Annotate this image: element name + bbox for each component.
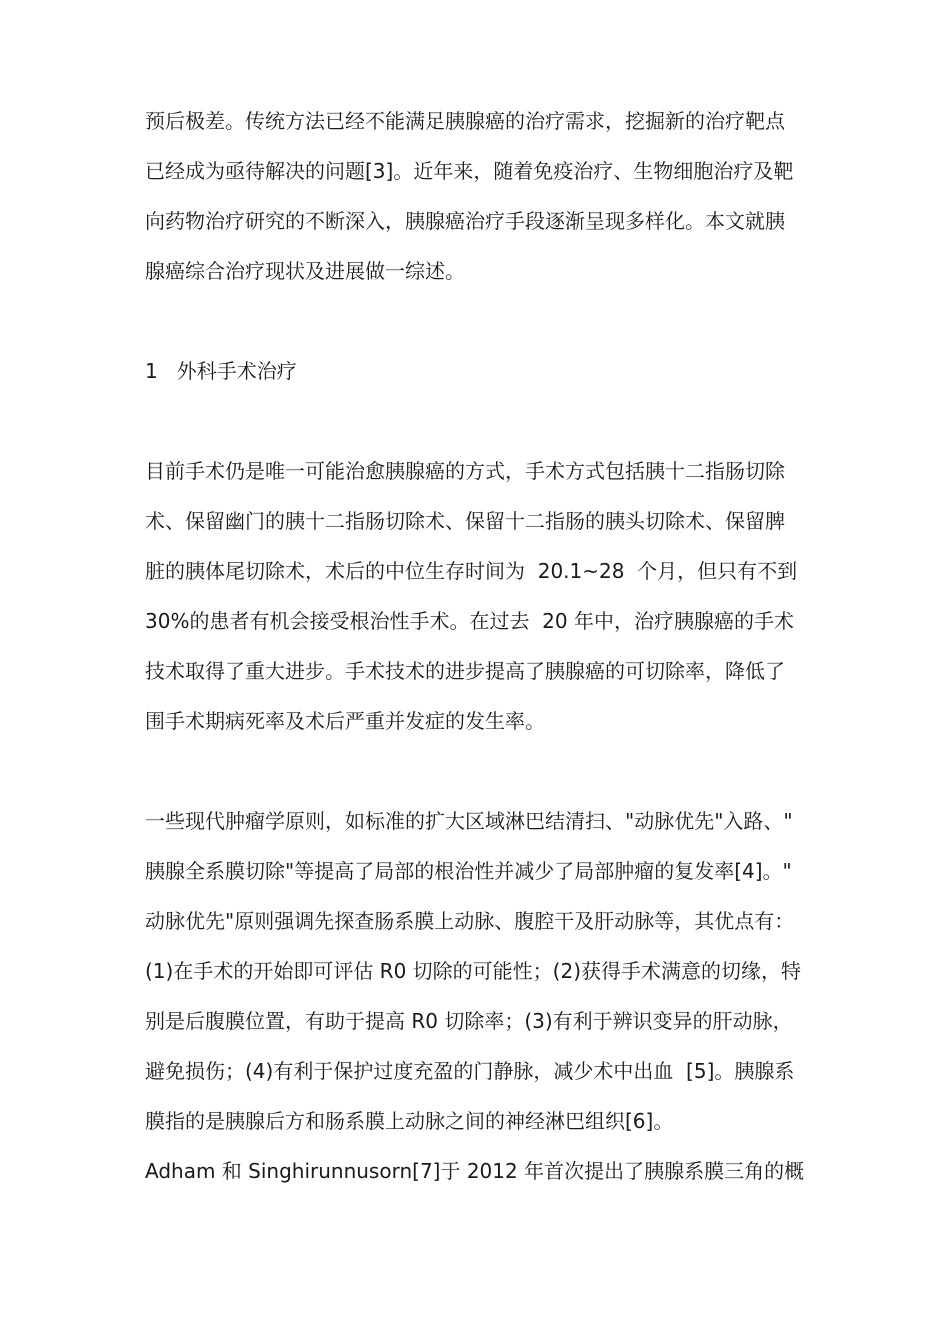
- intro-paragraph: [145, 96, 815, 296]
- text-line: 技术取得了重大进步。手术技术的进步提高了胰腺癌的可切除率，降低了: [145, 659, 785, 683]
- oncology-paragraph: [145, 796, 815, 1196]
- text-line: 向药物治疗研究的不断深入，胰腺癌治疗手段逐渐呈现多样化。本文就胰: [145, 209, 785, 233]
- text-line: 胰腺全系膜切除"等提高了局部的根治性并减少了局部肿瘤的复发率[4]。": [145, 859, 792, 883]
- text-line: 已经成为亟待解决的问题[3]。近年来，随着免疫治疗、生物细胞治疗及靶: [145, 159, 794, 183]
- text-line: 别是后腹膜位置，有助于提高 R0 切除率；(3)有利于辨识变异的肝动脉，: [145, 1009, 793, 1033]
- text-line: 目前手术仍是唯一可能治愈胰腺癌的方式，手术方式包括胰十二指肠切除: [145, 459, 785, 483]
- text-line: 避免损伤；(4)有利于保护过度充盈的门静脉，减少术中出血 [5]。胰腺系: [145, 1059, 795, 1083]
- text-line: 术、保留幽门的胰十二指肠切除术、保留十二指肠的胰头切除术、保留脾: [145, 509, 785, 533]
- section-heading: 1 外科手术治疗: [145, 359, 297, 383]
- text-line: 脏的胰体尾切除术，术后的中位生存时间为 20.1~28 个月，但只有不到: [145, 559, 798, 583]
- paragraph-gap: [145, 396, 815, 446]
- text-line: 动脉优先"原则强调先探查肠系膜上动脉、腹腔干及肝动脉等，其优点有：: [145, 909, 795, 933]
- text-line: Adham 和 Singhirunnusorn[7]于 2012 年首次提出了胰腺系膜三角的概: [145, 1159, 805, 1183]
- text-line: 预后极差。传统方法已经不能满足胰腺癌的治疗需求，挖掘新的治疗靶点: [145, 109, 785, 133]
- paragraph-gap: [145, 746, 815, 796]
- text-line: 一些现代肿瘤学原则，如标准的扩大区域淋巴结清扫、"动脉优先"入路、": [145, 809, 793, 833]
- document-body: [145, 96, 815, 1196]
- text-line: 围手术期病死率及术后严重并发症的发生率。: [145, 709, 545, 733]
- text-line: 腺癌综合治疗现状及进展做一综述。: [145, 259, 465, 283]
- text-line: 膜指的是胰腺后方和肠系膜上动脉之间的神经淋巴组织[6]。: [145, 1109, 674, 1133]
- surgery-paragraph: [145, 446, 815, 746]
- text-line: 30%的患者有机会接受根治性手术。在过去 20 年中，治疗胰腺癌的手术: [145, 609, 794, 633]
- paragraph-gap: [145, 296, 815, 346]
- text-line: (1)在手术的开始即可评估 R0 切除的可能性；(2)获得手术满意的切缘，特: [145, 959, 801, 983]
